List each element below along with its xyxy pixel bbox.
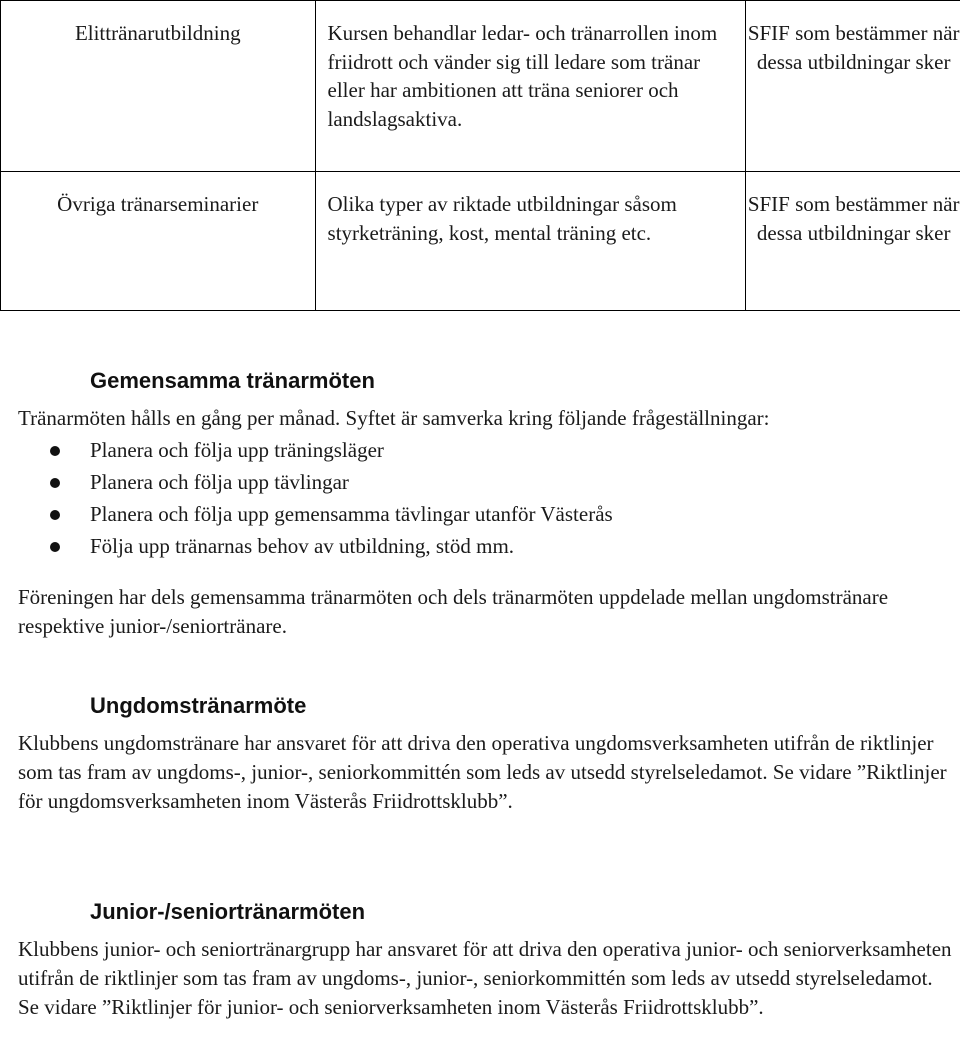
list-item: Planera och följa upp träningsläger [50,434,613,466]
section-heading-gemensamma: Gemensamma tränarmöten [90,368,375,393]
gemensamma-intro: Tränarmöten hålls en gång per månad. Syftet är samverka kring följande frågeställningar: [18,406,770,430]
bullet-icon [50,478,60,488]
table-cell-name: Elittränarutbildning [1,1,316,172]
list-item: Planera och följa upp tävlingar [50,466,613,498]
bullet-icon [50,510,60,520]
bullet-icon [50,542,60,552]
list-item: Planera och följa upp gemensamma tävlingar utanför Västerås [50,498,613,530]
table-cell-name: Övriga tränarseminarier [1,172,316,311]
ungdom-paragraph: Klubbens ungdomstränare har ansvaret för att driva den operativa ungdomsverksamheten utifrån de riktlinjer som tas fram av ungdoms-, junior-, seniorkommittén som leds av utsedd styrelseledamot. Se vidare ”Riktlinjer för ungdomsverksamheten inom Västerås Friidrottsklubb”. [18,731,947,813]
table-cell-description: Olika typer av riktade utbildningar såsom styrketräning, kost, mental träning etc. [315,172,746,311]
junior-paragraph: Klubbens junior- och seniortränargrupp har ansvaret för att driva den operativa junior- och seniorverksamheten utifrån de riktlinjer som tas fram av ungdoms-, junior-, seniorkommittén som leds av utsedd styrelseledamot. Se vidare ”Riktlinjer för junior- och seniorverksamheten inom Västerås Friidrottsklubb”. [18,937,952,1019]
bullet-icon [50,446,60,456]
table-cell-description: Kursen behandlar ledar- och tränarrollen inom friidrott och vänder sig till ledare som tränar eller har ambitionen att träna seniorer och landslagsaktiva. [315,1,746,172]
table-cell-decider: SFIF som bestämmer när dessa utbildningar sker [746,1,960,172]
education-table [0,0,960,311]
list-item: Följa upp tränarnas behov av utbildning, stöd mm. [50,530,613,562]
table-row [1,1,960,172]
table-cell-decider: SFIF som bestämmer när dessa utbildningar sker [746,172,960,311]
table-row [1,172,960,311]
section-heading-junior: Junior-/seniortränarmöten [90,899,366,924]
gemensamma-paragraph: Föreningen har dels gemensamma tränarmöten och dels tränarmöten uppdelade mellan ungdomstränare respektive junior-/seniortränare. [18,585,889,638]
section-heading-ungdom: Ungdomstränarmöte [90,693,307,718]
question-list [50,434,613,562]
